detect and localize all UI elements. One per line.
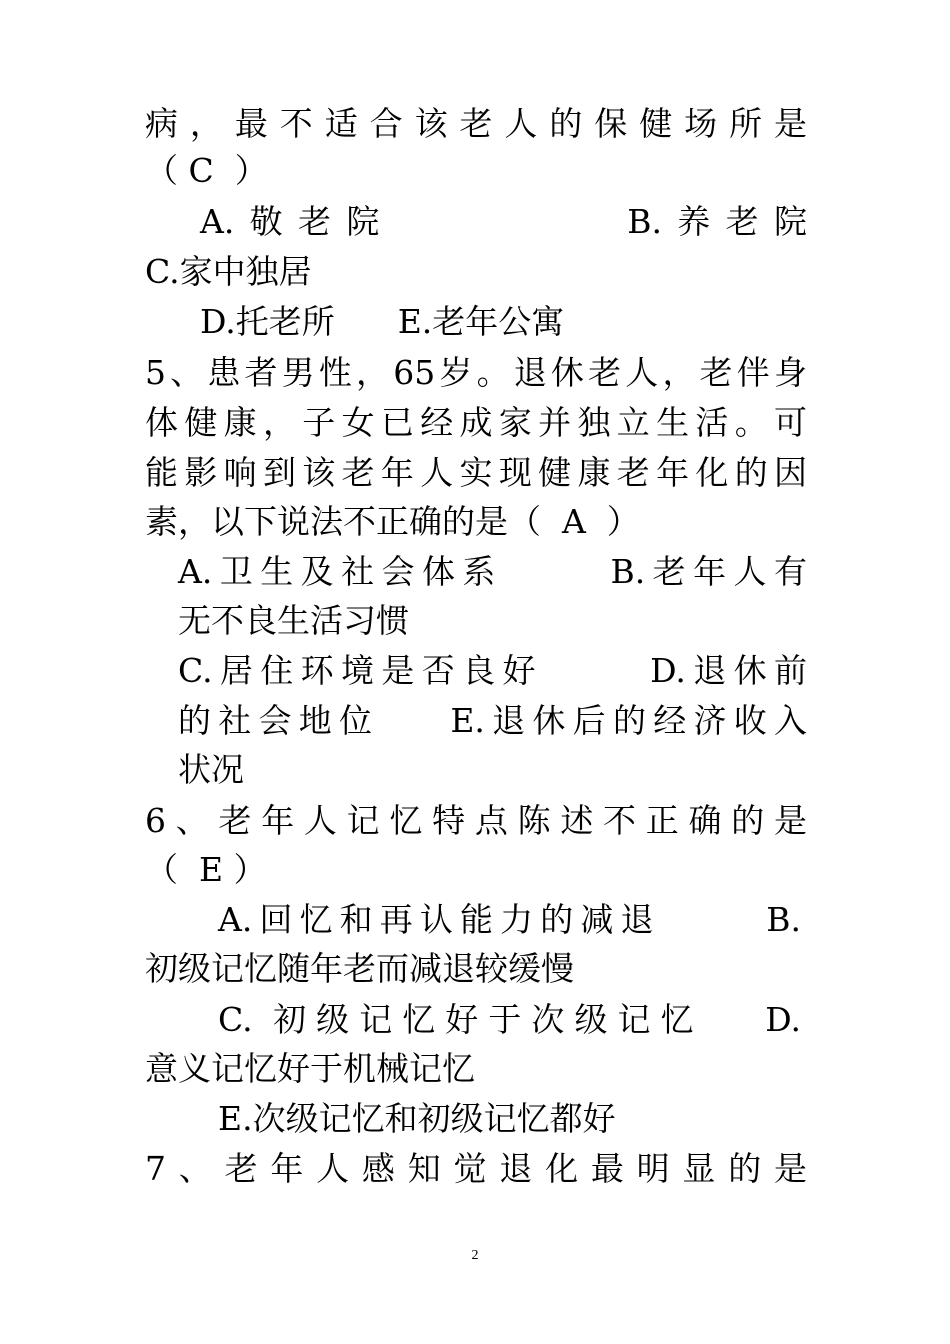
q5-option-line-5: 状况 <box>178 750 244 789</box>
q5-option-line-4: 的社会地位 E.退休后的经济收入 <box>178 701 807 740</box>
q4-stem-line-2: （ C ） <box>145 151 268 190</box>
q6-stem-line-1: 6、老年人记忆特点陈述不正确的是 <box>145 801 807 840</box>
q5-stem-line-3: 能影响到该老年人实现健康老年化的因 <box>145 453 807 492</box>
q7-stem-line-1: 7、老年人感知觉退化最明显的是 <box>145 1149 807 1188</box>
q6-option-line-5: E.次级记忆和初级记忆都好 <box>218 1099 616 1138</box>
q6-option-line-3: C. 初级记忆好于次级记忆 D. <box>218 1000 801 1039</box>
q4-option-c: C.家中独居 <box>145 252 312 291</box>
q5-stem-line-2: 体健康，子女已经成家并独立生活。可 <box>145 403 807 442</box>
q5-option-line-2: 无不良生活习惯 <box>178 601 409 640</box>
q5-stem-line-4: 素，以下说法不正确的是（ A ） <box>145 502 640 541</box>
q4-option-d-e: D.托老所 E.老年公寓 <box>200 302 565 341</box>
q5-option-line-1: A.卫生及社会体系 B.老年人有 <box>178 552 807 591</box>
q6-option-line-4: 意义记忆好于机械记忆 <box>145 1049 475 1088</box>
q4-option-a-b: A.敬老院 B.养老院 <box>200 202 807 241</box>
q6-option-line-1: A.回忆和再认能力的减退 B. <box>218 900 801 939</box>
q5-stem-line-1: 5、患者男性，65岁。退休老人，老伴身 <box>145 353 807 392</box>
q6-stem-line-2: （ E ） <box>145 850 267 889</box>
q4-stem-line-1: 病，最不适合该老人的保健场所是 <box>145 104 807 143</box>
page-number: 2 <box>471 1248 479 1263</box>
q6-option-line-2: 初级记忆随年老而减退较缓慢 <box>145 949 574 988</box>
q5-option-line-3: C.居住环境是否良好 D.退休前 <box>178 651 807 690</box>
